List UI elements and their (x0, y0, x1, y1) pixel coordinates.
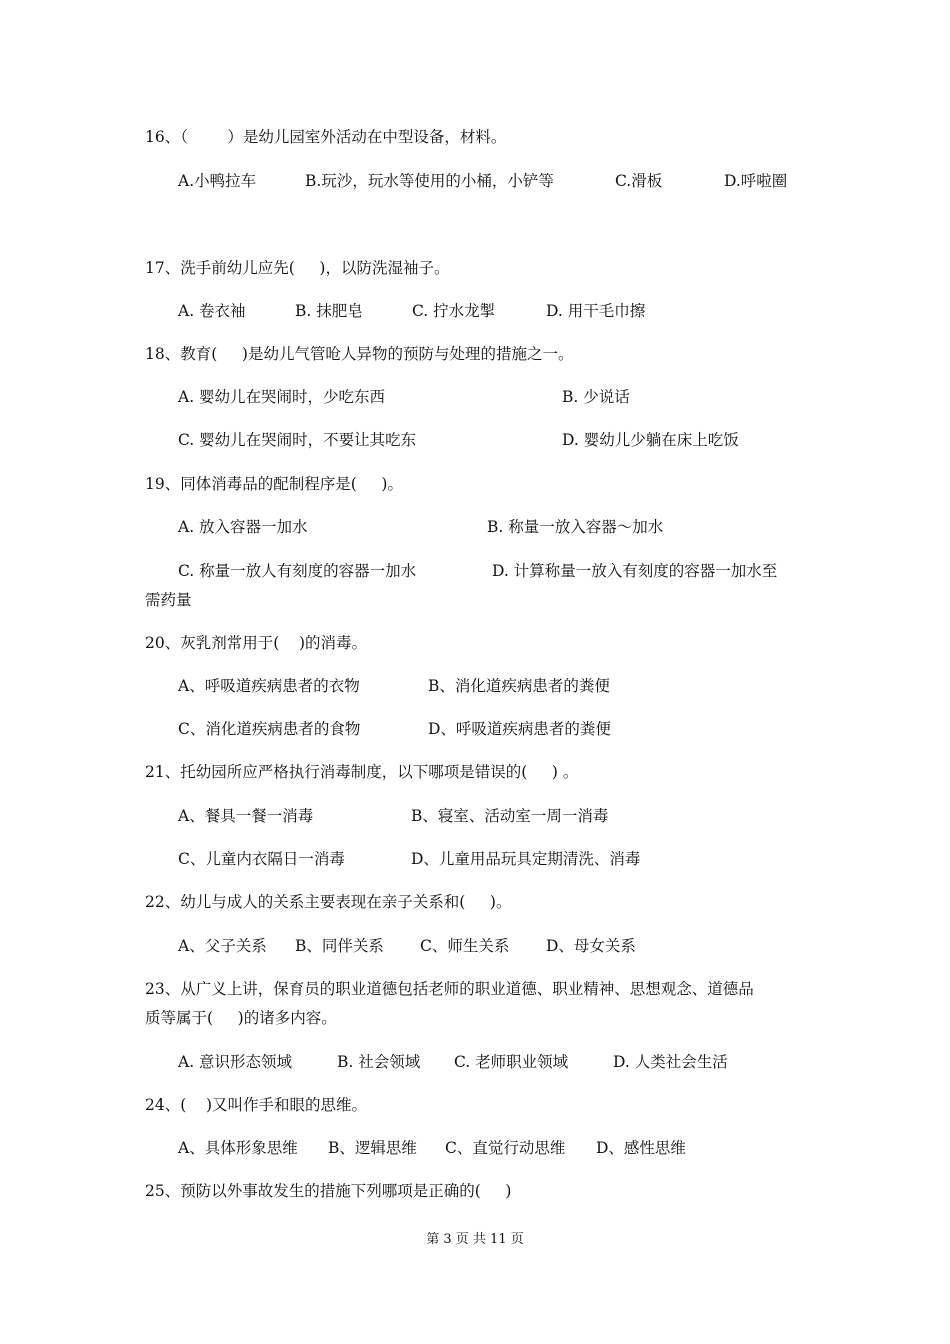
question-23-stem: 23、从广义上讲，保育员的职业道德包括老师的职业道德、职业精神、思想观念、道德品 (145, 980, 754, 998)
q16-option-c: C.滑板 (615, 172, 663, 190)
q23-option-c: C. 老师职业领域 (454, 1053, 569, 1071)
q21-option-c: C、儿童内衣隔日一消毒 (178, 850, 345, 868)
q19-option-d: D. 计算称量一放入有刻度的容器一加水至 (492, 562, 778, 580)
q22-option-c: C、师生关系 (420, 937, 510, 955)
q20-option-b: B、消化道疾病患者的粪便 (428, 677, 610, 695)
q22-option-d: D、母女关系 (546, 937, 636, 955)
q24-option-a: A、具体形象思维 (178, 1139, 298, 1157)
question-21-stem: 21、托幼园所应严格执行消毒制度，以下哪项是错误的( ) 。 (145, 763, 579, 781)
page-number-footer: 第 3 页 共 11 页 (426, 1232, 524, 1247)
question-25-stem: 25、预防以外事故发生的措施下列哪项是正确的( ) (145, 1182, 512, 1200)
q17-option-d: D. 用干毛巾擦 (546, 302, 646, 320)
q17-option-a: A. 卷衣袖 (178, 302, 246, 320)
q20-option-a: A、呼吸道疾病患者的衣物 (178, 677, 360, 695)
q17-option-c: C. 拧水龙掣 (412, 302, 496, 320)
q21-option-b: B、寝室、活动室一周一消毒 (411, 807, 609, 825)
question-18-stem: 18、教育( )是幼儿气管呛人异物的预防与处理的措施之一。 (145, 345, 574, 363)
q23-option-a: A. 意识形态领域 (178, 1053, 293, 1071)
q19-option-d-continuation: 需药量 (145, 591, 192, 609)
q23-option-b: B. 社会领域 (337, 1053, 421, 1071)
q21-option-d: D、儿童用品玩具定期清洗、消毒 (411, 850, 641, 868)
q22-option-b: B、同伴关系 (295, 937, 384, 955)
q24-option-c: C、直觉行动思维 (445, 1139, 566, 1157)
q24-option-b: B、逻辑思维 (328, 1139, 417, 1157)
q17-option-b: B. 抹肥皂 (295, 302, 363, 320)
question-24-stem: 24、( )又叫作手和眼的思维。 (145, 1096, 368, 1114)
q22-option-a: A、父子关系 (178, 937, 267, 955)
q20-option-c: C、消化道疾病患者的食物 (178, 720, 361, 738)
question-16-stem: 16、（ ）是幼儿园室外活动在中型设备，材料。 (145, 128, 507, 146)
question-17-stem: 17、洗手前幼儿应先( )，以防洗湿袖子。 (145, 259, 450, 277)
q24-option-d: D、感性思维 (596, 1139, 686, 1157)
question-20-stem: 20、灰乳剂常用于( )的消毒。 (145, 634, 368, 652)
q16-option-a: A.小鸭拉车 (178, 172, 257, 190)
q18-option-d: D. 婴幼儿少躺在床上吃饭 (562, 431, 739, 449)
q23-option-d: D. 人类社会生活 (613, 1053, 728, 1071)
q19-option-b: B. 称量一放入容器～加水 (487, 518, 664, 536)
q18-option-a: A. 婴幼儿在哭闹时，少吃东西 (178, 388, 386, 406)
q16-option-d: D.呼啦圈 (724, 172, 788, 190)
q18-option-c: C. 婴幼儿在哭闹时，不要让其吃东 (178, 431, 417, 449)
question-19-stem: 19、同体消毒品的配制程序是( )。 (145, 475, 403, 493)
question-22-stem: 22、幼儿与成人的关系主要表现在亲子关系和( )。 (145, 893, 512, 911)
q19-option-a: A. 放入容器一加水 (178, 518, 308, 536)
q21-option-a: A、餐具一餐一消毒 (178, 807, 314, 825)
q19-option-c: C. 称量一放人有刻度的容器一加水 (178, 562, 417, 580)
q16-option-b: B.玩沙，玩水等使用的小桶，小铲等 (305, 172, 554, 190)
q20-option-d: D、呼吸道疾病患者的粪便 (428, 720, 611, 738)
q18-option-b: B. 少说话 (562, 388, 630, 406)
question-23-stem-continuation: 质等属于( )的诸多内容。 (145, 1009, 337, 1027)
